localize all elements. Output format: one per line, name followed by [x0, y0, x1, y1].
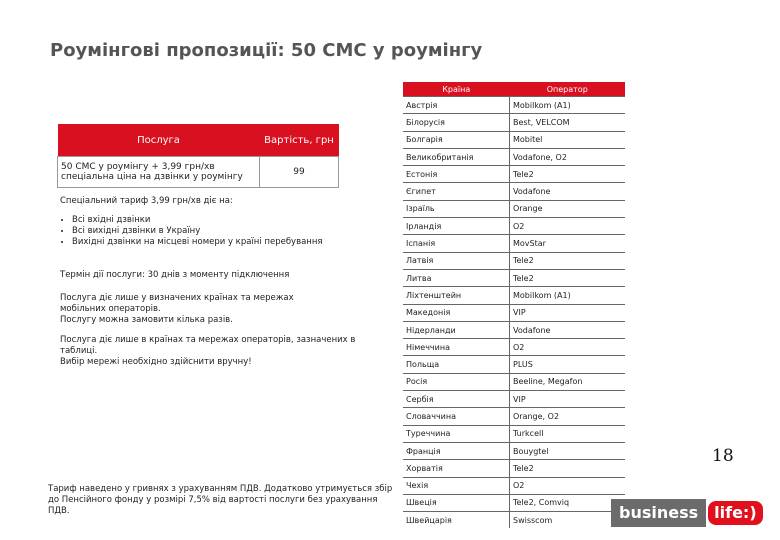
table-row	[403, 408, 625, 425]
special-tariff-text: Спеціальний тариф 3,99 грн/хв діє на:	[60, 196, 233, 206]
table-row	[403, 269, 625, 286]
page-title: Роумінгові пропозиції: 50 СМС у роумінгу	[50, 40, 483, 61]
bullet-list	[60, 215, 323, 248]
network-paragraph: Послуга діє лише в країнах та мережах операторів, зазначених в таблиці. Вибір мережі необхідно здійснити вручну!	[60, 335, 356, 368]
country-header: Країна	[403, 82, 510, 97]
operator-cell: MovStar	[510, 235, 626, 252]
operator-cell: Orange, O2	[510, 408, 626, 425]
operator-cell: O2	[510, 218, 626, 235]
operator-cell: Mobilkom (A1)	[510, 97, 626, 114]
country-cell: Македонія	[403, 304, 510, 321]
operator-cell: PLUS	[510, 356, 626, 373]
operator-cell: Swisscom	[510, 512, 626, 529]
table-row	[58, 157, 339, 188]
table-row	[403, 391, 625, 408]
table-row	[403, 339, 625, 356]
country-cell: Ліхтенштейн	[403, 287, 510, 304]
country-cell: Німеччина	[403, 339, 510, 356]
operator-cell: VIP	[510, 304, 626, 321]
country-cell: Естонія	[403, 166, 510, 183]
country-cell: Швеція	[403, 494, 510, 511]
service-header: Послуга	[58, 124, 260, 157]
operator-cell: Tele2, Comviq	[510, 494, 626, 511]
table-row	[403, 200, 625, 217]
table-row	[403, 373, 625, 390]
table-row	[403, 460, 625, 477]
country-cell: Франція	[403, 442, 510, 459]
country-cell: Великобританія	[403, 148, 510, 165]
country-cell: Хорватія	[403, 460, 510, 477]
table-row	[403, 218, 625, 235]
table-row	[403, 166, 625, 183]
country-cell: Польща	[403, 356, 510, 373]
table-row	[403, 477, 625, 494]
country-cell: Чехія	[403, 477, 510, 494]
operator-cell: Vodafone	[510, 321, 626, 338]
country-cell: Туреччина	[403, 425, 510, 442]
operator-cell: Mobilkom (A1)	[510, 287, 626, 304]
operator-cell: Mobitel	[510, 131, 626, 148]
operator-cell: O2	[510, 477, 626, 494]
operator-cell: Tele2	[510, 460, 626, 477]
table-row	[403, 235, 625, 252]
table-row	[403, 304, 625, 321]
list-item: • Вихідні дзвінки на місцеві номери у країні перебування	[72, 237, 323, 248]
country-cell: Ірландія	[403, 218, 510, 235]
country-cell: Сербія	[403, 391, 510, 408]
list-item: • Всі вхідні дзвінки	[72, 215, 323, 226]
logo-life-text: life:)	[708, 501, 763, 525]
service-cell: 50 СМС у роумінгу + 3,99 грн/хв спеціальна ціна на дзвінки у роумінгу	[58, 157, 260, 188]
country-cell: Росія	[403, 373, 510, 390]
country-cell: Єгипет	[403, 183, 510, 200]
table-row	[403, 97, 625, 114]
table-row	[403, 287, 625, 304]
country-cell: Болгарія	[403, 131, 510, 148]
table-row	[403, 442, 625, 459]
table-row	[403, 114, 625, 131]
list-item: • Всі вихідні дзвінки в Україну	[72, 226, 323, 237]
table-row	[403, 183, 625, 200]
operator-cell: Orange	[510, 200, 626, 217]
table-row	[403, 131, 625, 148]
country-cell: Іспанія	[403, 235, 510, 252]
operator-cell: Vodafone	[510, 183, 626, 200]
countries-table	[403, 82, 625, 528]
page-number: 18	[712, 446, 734, 466]
operator-cell: Tele2	[510, 252, 626, 269]
table-row	[403, 425, 625, 442]
operator-cell: Best, VELCOM	[510, 114, 626, 131]
table-row	[403, 512, 625, 529]
country-cell: Словаччина	[403, 408, 510, 425]
country-cell: Литва	[403, 269, 510, 286]
price-cell: 99	[260, 157, 339, 188]
country-cell: Швейцарія	[403, 512, 510, 529]
table-row	[403, 356, 625, 373]
term-text: Термін дії послуги: 30 днів з моменту підключення	[60, 270, 290, 280]
table-row	[403, 321, 625, 338]
country-cell: Нідерланди	[403, 321, 510, 338]
table-row	[403, 252, 625, 269]
conditions-paragraph: Послуга діє лише у визначених країнах та мережах мобільних операторів. Послугу можна замовити кілька разів.	[60, 293, 294, 326]
operator-cell: Tele2	[510, 269, 626, 286]
price-header: Вартість, грн	[260, 124, 339, 157]
table-row	[403, 494, 625, 511]
table-row	[403, 148, 625, 165]
operator-header: Оператор	[510, 82, 626, 97]
country-cell: Ізраїль	[403, 200, 510, 217]
logo-business-text: business	[611, 499, 706, 527]
service-table	[57, 124, 339, 188]
country-cell: Латвія	[403, 252, 510, 269]
operator-cell: Turkcell	[510, 425, 626, 442]
operator-cell: Beeline, Megafon	[510, 373, 626, 390]
operator-cell: O2	[510, 339, 626, 356]
country-cell: Білорусія	[403, 114, 510, 131]
operator-cell: Bouygtel	[510, 442, 626, 459]
country-cell: Австрія	[403, 97, 510, 114]
business-life-logo	[611, 499, 763, 527]
operator-cell: VIP	[510, 391, 626, 408]
footnote: Тариф наведено у гривнях з урахуванням ПДВ. Додатково утримується збір до Пенсійного фонду у розмірі 7,5% від вартості послуги без урахування ПДВ.	[48, 484, 393, 517]
operator-cell: Tele2	[510, 166, 626, 183]
operator-cell: Vodafone, O2	[510, 148, 626, 165]
